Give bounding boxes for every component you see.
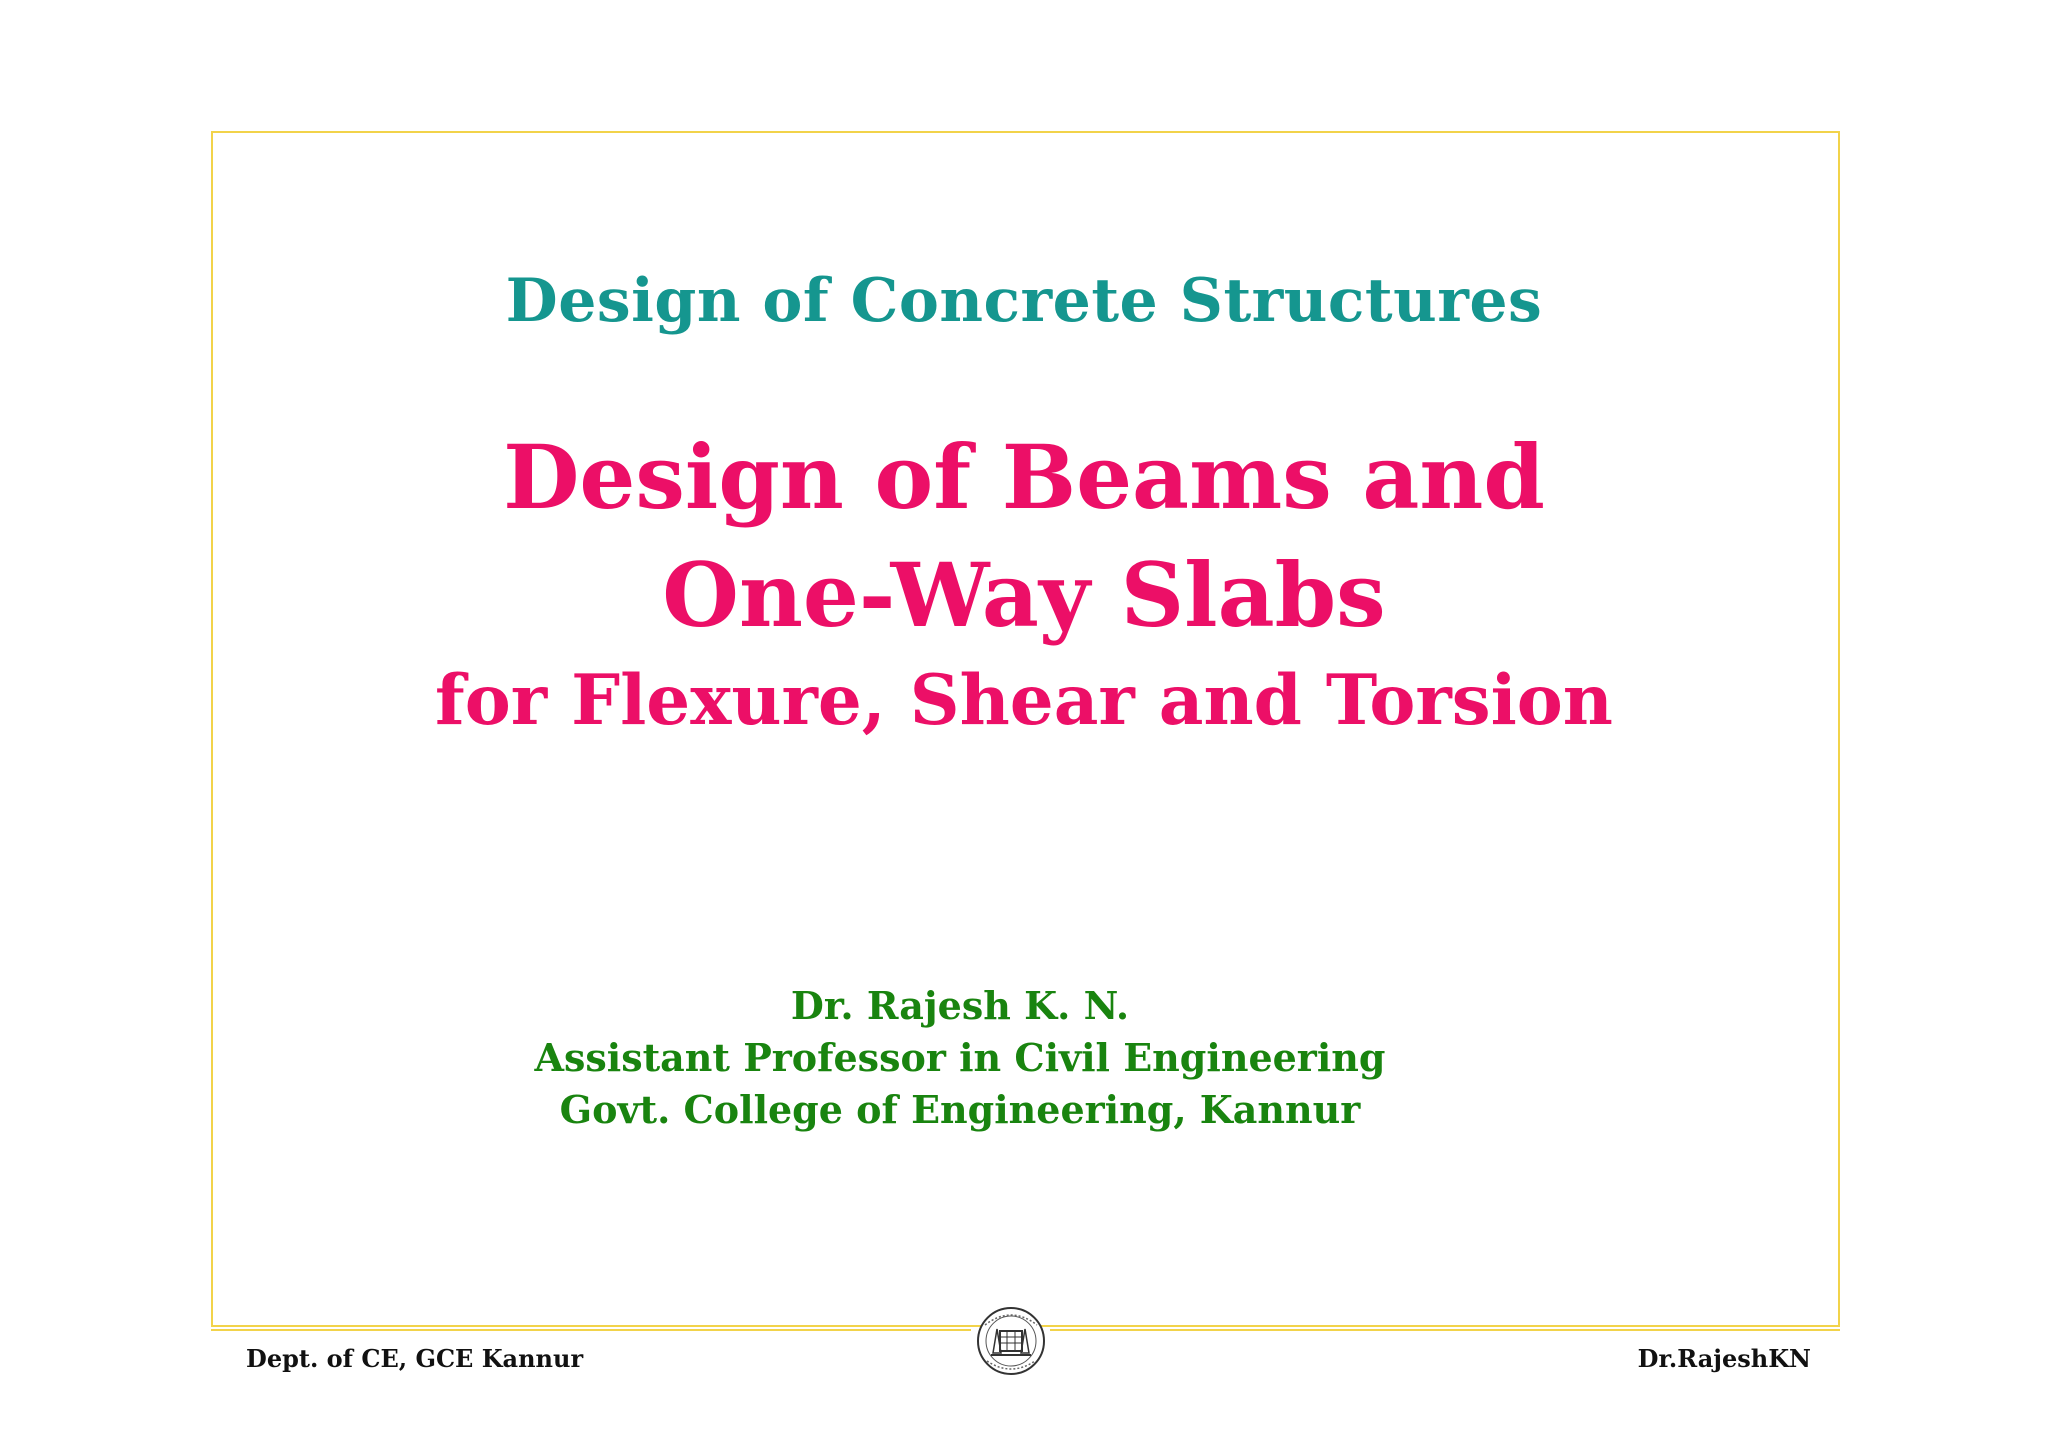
author-position: Assistant Professor in Civil Engineering xyxy=(534,1035,1386,1080)
main-title-line-2: One-Way Slabs xyxy=(662,543,1386,647)
author-institution: Govt. College of Engineering, Kannur xyxy=(559,1087,1361,1132)
author-block xyxy=(460,980,1460,1136)
college-emblem-icon xyxy=(973,1303,1049,1383)
author-name: Dr. Rajesh K. N. xyxy=(790,983,1130,1028)
course-title: Design of Concrete Structures xyxy=(505,266,1543,336)
main-title-line-1: Design of Beams and xyxy=(503,425,1545,529)
footer-divider-left xyxy=(211,1329,971,1331)
footer-divider-right xyxy=(1050,1329,1840,1331)
footer-department: Dept. of CE, GCE Kannur xyxy=(246,1344,584,1373)
footer-author: Dr.RajeshKN xyxy=(1637,1344,1811,1373)
subtitle: for Flexure, Shear and Torsion xyxy=(435,660,1613,741)
